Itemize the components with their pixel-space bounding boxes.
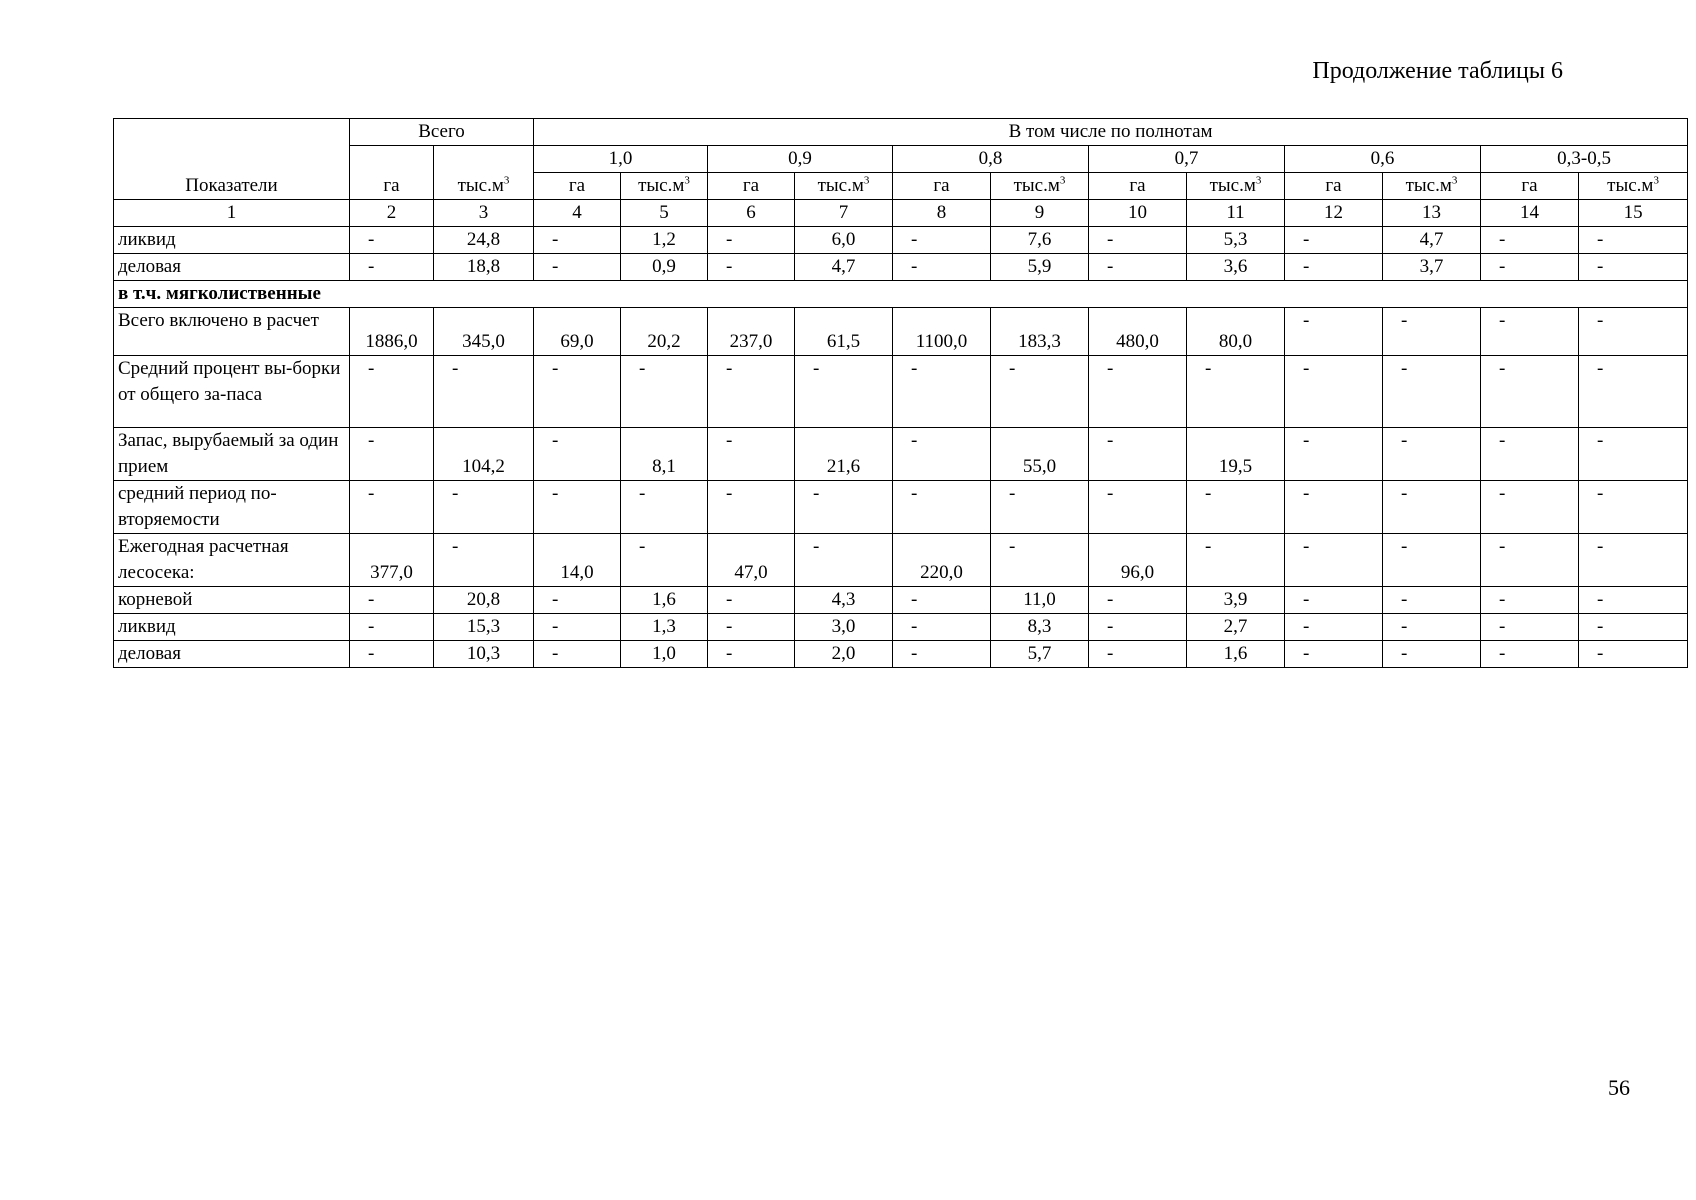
- table-cell: -: [1285, 227, 1383, 254]
- table-cell: 61,5: [795, 308, 893, 356]
- table-cell: -: [893, 587, 991, 614]
- table-cell: -: [621, 356, 708, 428]
- table-cell: -: [991, 534, 1089, 587]
- table-cell: -: [1481, 227, 1579, 254]
- table-cell: -: [1481, 308, 1579, 356]
- table-cell: -: [795, 481, 893, 534]
- column-number: 4: [534, 200, 621, 227]
- table-cell: -: [1579, 481, 1688, 534]
- table-cell: -: [1481, 534, 1579, 587]
- table-cell: -: [350, 254, 434, 281]
- unit-ha: га: [708, 173, 795, 200]
- table-cell: -: [350, 641, 434, 668]
- table-cell: -: [1089, 428, 1187, 481]
- table-cell: -: [795, 356, 893, 428]
- table-cell: -: [350, 227, 434, 254]
- column-number: 8: [893, 200, 991, 227]
- table-cell: -: [1285, 534, 1383, 587]
- table-cell: -: [1579, 534, 1688, 587]
- table-cell: -: [534, 641, 621, 668]
- table-cell: -: [1579, 356, 1688, 428]
- column-number: 2: [350, 200, 434, 227]
- table-cell: -: [708, 587, 795, 614]
- table-cell: 2,0: [795, 641, 893, 668]
- table-row: [114, 428, 1688, 481]
- table-cell: -: [1383, 428, 1481, 481]
- table-cell: 480,0: [1089, 308, 1187, 356]
- table-cell: 5,3: [1187, 227, 1285, 254]
- table-cell: 8,1: [621, 428, 708, 481]
- table-row: [114, 308, 1688, 356]
- table-cell: -: [534, 254, 621, 281]
- table-cell: 345,0: [434, 308, 534, 356]
- table-cell: -: [1481, 254, 1579, 281]
- table-cell: -: [991, 356, 1089, 428]
- table-cell: -: [350, 481, 434, 534]
- table-row: [114, 356, 1688, 428]
- header-total-ha: га: [350, 146, 434, 200]
- table-cell: 5,9: [991, 254, 1089, 281]
- table-cell: -: [434, 481, 534, 534]
- table-row: [114, 614, 1688, 641]
- table-cell: -: [350, 428, 434, 481]
- table-cell: -: [1383, 356, 1481, 428]
- table-cell: -: [1383, 534, 1481, 587]
- table-cell: -: [893, 227, 991, 254]
- table-cell: -: [1383, 614, 1481, 641]
- table-cell: 14,0: [534, 534, 621, 587]
- table-cell: -: [893, 614, 991, 641]
- table-cell: -: [1481, 587, 1579, 614]
- table-cell: 10,3: [434, 641, 534, 668]
- table-cell: -: [1285, 254, 1383, 281]
- table-cell: -: [621, 534, 708, 587]
- column-number: 3: [434, 200, 534, 227]
- section-title: в т.ч. мягколиственные: [114, 281, 1688, 308]
- table-cell: 55,0: [991, 428, 1089, 481]
- table-cell: -: [434, 534, 534, 587]
- table-cell: -: [1481, 641, 1579, 668]
- table-cell: -: [893, 356, 991, 428]
- table-cell: -: [1089, 481, 1187, 534]
- page-number: 56: [1608, 1075, 1630, 1100]
- table-cell: -: [1285, 587, 1383, 614]
- table-cell: -: [1481, 481, 1579, 534]
- row-label: деловая: [114, 641, 350, 668]
- table-cell: -: [1579, 254, 1688, 281]
- header-by-density: В том числе по полнотам: [534, 119, 1688, 146]
- table-cell: -: [1383, 481, 1481, 534]
- table-cell: -: [893, 254, 991, 281]
- table-cell: 4,3: [795, 587, 893, 614]
- table-cell: -: [1285, 308, 1383, 356]
- column-number: 6: [708, 200, 795, 227]
- row-label: Всего включено в расчет: [114, 308, 350, 356]
- table-cell: -: [1481, 356, 1579, 428]
- row-label: Средний процент вы-борки от общего за-паса: [114, 356, 350, 428]
- table-row: [114, 534, 1688, 587]
- table-cell: -: [1089, 356, 1187, 428]
- column-number: 15: [1579, 200, 1688, 227]
- header-row-2: [114, 146, 1688, 173]
- table-row: [114, 481, 1688, 534]
- table-cell: -: [1187, 481, 1285, 534]
- row-label: деловая: [114, 254, 350, 281]
- table-cell: -: [1285, 428, 1383, 481]
- table-cell: 1100,0: [893, 308, 991, 356]
- table-cell: 3,6: [1187, 254, 1285, 281]
- table-cell: -: [534, 227, 621, 254]
- column-number: 5: [621, 200, 708, 227]
- table-cell: 18,8: [434, 254, 534, 281]
- table-cell: -: [534, 481, 621, 534]
- table-cell: -: [350, 614, 434, 641]
- table-cell: -: [893, 481, 991, 534]
- table-cell: 183,3: [991, 308, 1089, 356]
- row-label: Ежегодная расчетная лесосека:: [114, 534, 350, 587]
- table-cell: 220,0: [893, 534, 991, 587]
- table-cell: 47,0: [708, 534, 795, 587]
- table-cell: -: [1089, 641, 1187, 668]
- table-cell: 1,3: [621, 614, 708, 641]
- unit-m3: $тыс.м^3$: [621, 173, 708, 200]
- table-cell: -: [534, 356, 621, 428]
- table-cell: 3,0: [795, 614, 893, 641]
- table-row: [114, 254, 1688, 281]
- table-cell: -: [1285, 641, 1383, 668]
- table-cell: -: [1089, 227, 1187, 254]
- table-cell: -: [534, 614, 621, 641]
- table-row: [114, 641, 1688, 668]
- table-cell: 96,0: [1089, 534, 1187, 587]
- header-total: Всего: [350, 119, 534, 146]
- table-cell: 4,7: [795, 254, 893, 281]
- header-group-0-8: 0,8: [893, 146, 1089, 173]
- column-number: 12: [1285, 200, 1383, 227]
- column-number: 1: [114, 200, 350, 227]
- table-cell: -: [434, 356, 534, 428]
- column-number: 10: [1089, 200, 1187, 227]
- table-cell: -: [1481, 428, 1579, 481]
- table-cell: 69,0: [534, 308, 621, 356]
- table-continuation-title: Продолжение таблицы 6: [1312, 58, 1563, 84]
- header-group-0-6: 0,6: [1285, 146, 1481, 173]
- forest-data-table: [113, 118, 1688, 668]
- table-cell: -: [795, 534, 893, 587]
- column-number: 9: [991, 200, 1089, 227]
- table-cell: 1,6: [621, 587, 708, 614]
- table-cell: -: [534, 428, 621, 481]
- column-number: 7: [795, 200, 893, 227]
- unit-ha: га: [1481, 173, 1579, 200]
- table-cell: -: [708, 356, 795, 428]
- table-row: [114, 587, 1688, 614]
- column-number: 13: [1383, 200, 1481, 227]
- table-cell: 11,0: [991, 587, 1089, 614]
- row-label: ликвид: [114, 227, 350, 254]
- table-cell: 237,0: [708, 308, 795, 356]
- table-cell: 2,7: [1187, 614, 1285, 641]
- table-cell: -: [708, 428, 795, 481]
- unit-m3: $тыс.м^3$: [795, 173, 893, 200]
- table-cell: -: [708, 254, 795, 281]
- table-cell: -: [708, 481, 795, 534]
- row-label: средний период по-вторяемости: [114, 481, 350, 534]
- column-number: 11: [1187, 200, 1285, 227]
- table-cell: -: [1481, 614, 1579, 641]
- unit-m3: $тыс.м^3$: [1579, 173, 1688, 200]
- table-cell: 3,7: [1383, 254, 1481, 281]
- table-row: [114, 227, 1688, 254]
- header-group-0-3-0-5: 0,3-0,5: [1481, 146, 1688, 173]
- table-cell: -: [708, 614, 795, 641]
- table-cell: -: [1187, 356, 1285, 428]
- table-cell: -: [1579, 587, 1688, 614]
- table-cell: 20,8: [434, 587, 534, 614]
- table-cell: -: [893, 641, 991, 668]
- table-cell: 21,6: [795, 428, 893, 481]
- table-cell: 104,2: [434, 428, 534, 481]
- table-cell: -: [1285, 614, 1383, 641]
- table-cell: -: [1383, 587, 1481, 614]
- unit-ha: га: [1089, 173, 1187, 200]
- unit-ha: га: [534, 173, 621, 200]
- table-cell: -: [1383, 308, 1481, 356]
- table-cell: 377,0: [350, 534, 434, 587]
- header-total-m3: $тыс.м^3$: [434, 146, 534, 200]
- table-cell: -: [1579, 428, 1688, 481]
- table-cell: 3,9: [1187, 587, 1285, 614]
- row-label: ликвид: [114, 614, 350, 641]
- table-cell: 7,6: [991, 227, 1089, 254]
- table-cell: -: [708, 641, 795, 668]
- header-group-1-0: 1,0: [534, 146, 708, 173]
- table-cell: -: [1579, 641, 1688, 668]
- table-cell: -: [1089, 587, 1187, 614]
- table-cell: 1,6: [1187, 641, 1285, 668]
- table-cell: -: [1383, 641, 1481, 668]
- table-cell: 80,0: [1187, 308, 1285, 356]
- table-cell: 6,0: [795, 227, 893, 254]
- table-cell: 0,9: [621, 254, 708, 281]
- column-number: 14: [1481, 200, 1579, 227]
- table-cell: 1,0: [621, 641, 708, 668]
- table-cell: 4,7: [1383, 227, 1481, 254]
- table-cell: -: [350, 356, 434, 428]
- header-group-0-9: 0,9: [708, 146, 893, 173]
- table-cell: -: [1285, 356, 1383, 428]
- table-cell: -: [893, 428, 991, 481]
- table-cell: -: [350, 587, 434, 614]
- unit-m3: $тыс.м^3$: [1187, 173, 1285, 200]
- table-cell: 1886,0: [350, 308, 434, 356]
- table-cell: 20,2: [621, 308, 708, 356]
- unit-m3: $тыс.м^3$: [1383, 173, 1481, 200]
- header-group-0-7: 0,7: [1089, 146, 1285, 173]
- unit-ha: га: [1285, 173, 1383, 200]
- table-cell: 5,7: [991, 641, 1089, 668]
- header-indicator: Показатели: [114, 119, 350, 200]
- table-cell: -: [1285, 481, 1383, 534]
- table-cell: -: [708, 227, 795, 254]
- unit-m3: $тыс.м^3$: [991, 173, 1089, 200]
- section-row: [114, 281, 1688, 308]
- column-numbers-row: [114, 200, 1688, 227]
- table-cell: -: [1579, 227, 1688, 254]
- table-cell: 24,8: [434, 227, 534, 254]
- row-label: Запас, вырубаемый за один прием: [114, 428, 350, 481]
- table-cell: 8,3: [991, 614, 1089, 641]
- table-cell: 1,2: [621, 227, 708, 254]
- table-cell: -: [1089, 614, 1187, 641]
- table-cell: -: [1089, 254, 1187, 281]
- unit-ha: га: [893, 173, 991, 200]
- table-cell: -: [991, 481, 1089, 534]
- row-label: корневой: [114, 587, 350, 614]
- table-cell: -: [1579, 614, 1688, 641]
- table-cell: -: [534, 587, 621, 614]
- table-cell: -: [1187, 534, 1285, 587]
- table-cell: 15,3: [434, 614, 534, 641]
- header-row-1: [114, 119, 1688, 146]
- table-cell: 19,5: [1187, 428, 1285, 481]
- table-cell: -: [1579, 308, 1688, 356]
- table-cell: -: [621, 481, 708, 534]
